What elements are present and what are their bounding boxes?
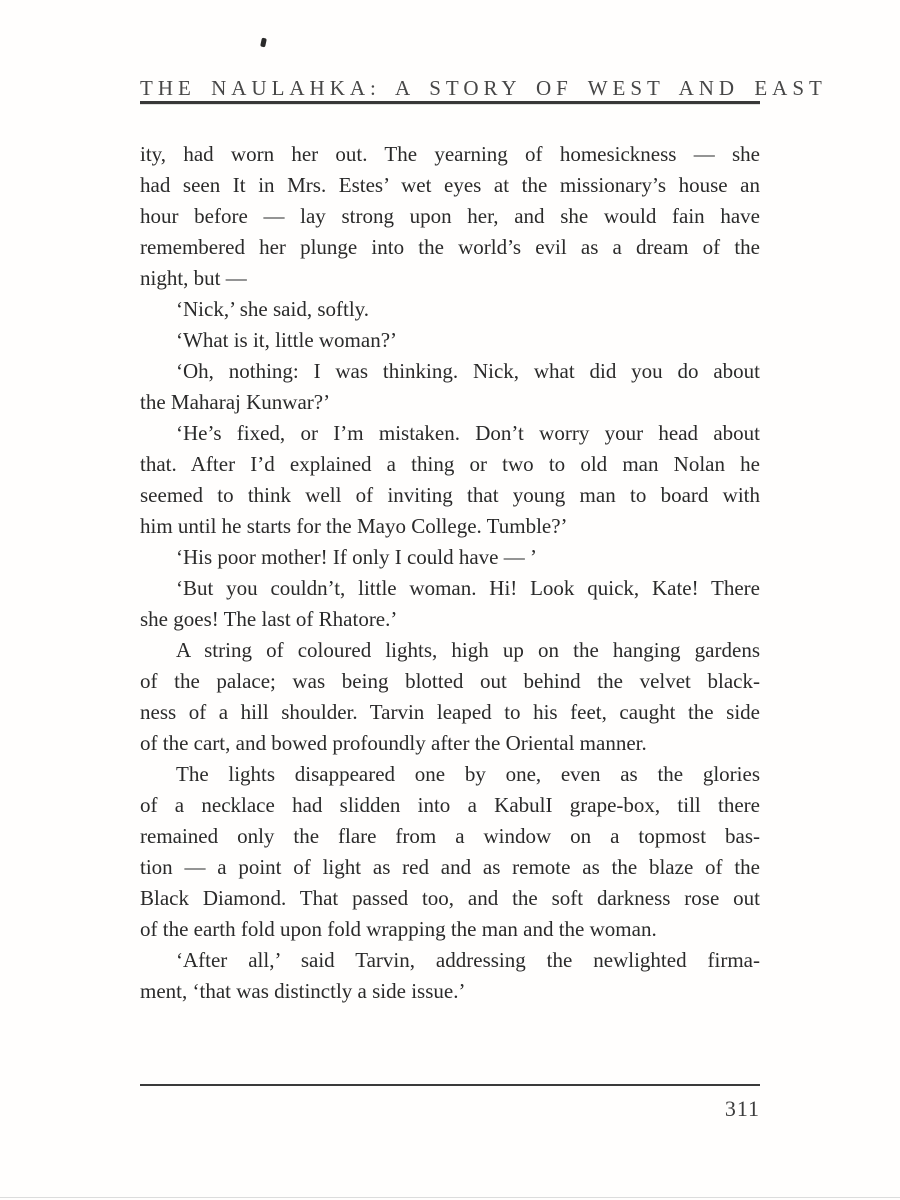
page-body (140, 139, 760, 1007)
text-line: ment, ‘that was distinctly a side issue.’ (140, 979, 466, 1003)
paragraph (140, 759, 760, 945)
paragraph (140, 573, 760, 635)
text-line: had seen It in Mrs. Estes’ wet eyes at the missionary’s house an (140, 173, 760, 197)
text-line: the Maharaj Kunwar?’ (140, 390, 331, 414)
text-line: him until he starts for the Mayo College. Tumble?’ (140, 514, 568, 538)
text-line: ‘His poor mother! If only I could have — ’ (176, 545, 537, 569)
paragraph (140, 294, 760, 325)
text-line: Black Diamond. That passed too, and the soft darkness rose out (140, 886, 760, 910)
text-line: of the palace; was being blotted out behind the velvet black- (140, 669, 760, 693)
text-line: of the earth fold upon fold wrapping the man and the woman. (140, 917, 657, 941)
text-line: A string of coloured lights, high up on the hanging gardens (176, 638, 760, 662)
paragraph (140, 418, 760, 542)
paragraph (140, 635, 760, 759)
text-line: tion — a point of light as red and as remote as the blaze of the (140, 855, 760, 879)
text-line: ness of a hill shoulder. Tarvin leaped to his feet, caught the side (140, 700, 760, 724)
header-rule-divider (140, 101, 760, 104)
page-edge-line (0, 1197, 900, 1198)
text-line: ‘But you couldn’t, little woman. Hi! Look quick, Kate! There (176, 576, 760, 600)
text-line: ‘Oh, nothing: I was thinking. Nick, what did you do about (176, 359, 760, 383)
paragraph (140, 542, 760, 573)
paragraph (140, 325, 760, 356)
text-line: she goes! The last of Rhatore.’ (140, 607, 398, 631)
paragraph (140, 139, 760, 294)
page-header-title: THE NAULAHKA: A STORY OF WEST AND EAST (140, 76, 827, 100)
text-line: remembered her plunge into the world’s evil as a dream of the (140, 235, 760, 259)
paragraph (140, 945, 760, 1007)
page-number: 311 (724, 1096, 760, 1121)
text-line: seemed to think well of inviting that young man to board with (140, 483, 760, 507)
text-line: of a necklace had slidden into a KabulI grape-box, till there (140, 793, 760, 817)
footer-rule-divider (140, 1084, 760, 1086)
print-artifact (260, 38, 267, 48)
text-line: of the cart, and bowed profoundly after the Oriental manner. (140, 731, 647, 755)
text-line: The lights disappeared one by one, even as the glories (176, 762, 760, 786)
text-line: ‘Nick,’ she said, softly. (176, 297, 370, 321)
paragraph (140, 356, 760, 418)
text-line: night, but — (140, 266, 247, 290)
text-line: ‘What is it, little woman?’ (176, 328, 398, 352)
text-line: ‘He’s fixed, or I’m mistaken. Don’t worry your head about (176, 421, 760, 445)
text-line: that. After I’d explained a thing or two to old man Nolan he (140, 452, 760, 476)
text-line: ‘After all,’ said Tarvin, addressing the newlighted firma- (176, 948, 760, 972)
text-line: remained only the flare from a window on a topmost bas- (140, 824, 760, 848)
text-line: ity, had worn her out. The yearning of homesickness — she (140, 142, 760, 166)
text-line: hour before — lay strong upon her, and she would fain have (140, 204, 760, 228)
